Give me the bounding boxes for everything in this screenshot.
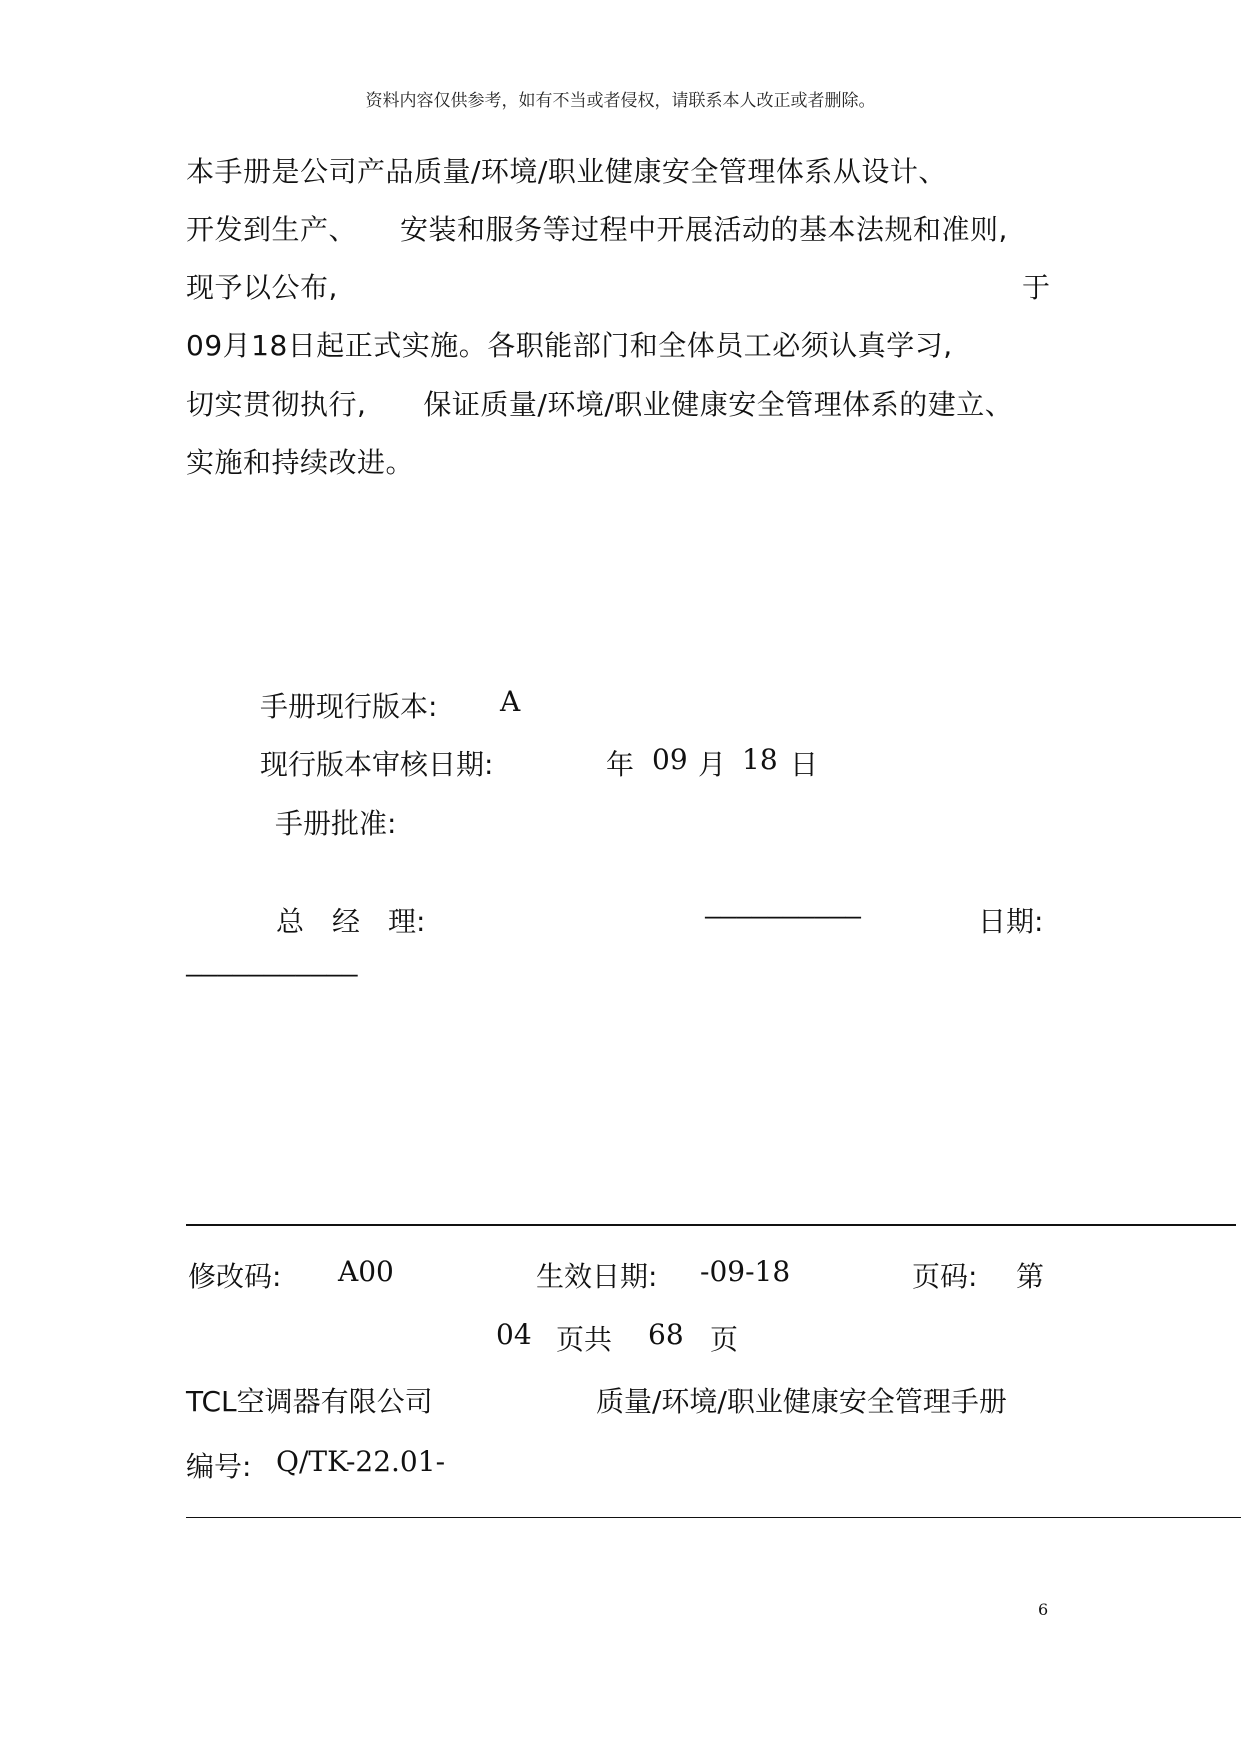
header-disclaimer: 资料内容仅供参考，如有不当或者侵权，请联系本人改正或者删除。 (365, 91, 876, 111)
paragraph-line-3a: 现予以公布, (186, 271, 338, 304)
page-label: 页码: (912, 1260, 978, 1293)
approval-label: 手册批准: (275, 807, 397, 840)
page-mid: 页共 (556, 1323, 613, 1356)
revision-label: 修改码: (188, 1260, 282, 1293)
manual-title: 质量/环境/职业健康安全管理手册 (596, 1385, 1007, 1418)
review-date-label: 现行版本审核日期: (260, 748, 494, 781)
version-label: 手册现行版本: (260, 690, 438, 723)
gm-signature-blank: —————————— (705, 902, 862, 932)
paragraph-line-3b: 于 (1022, 271, 1051, 304)
paragraph-line-4: 09月18日起正式实施。各职能部门和全体员工必须认真学习, (186, 329, 953, 362)
page-number: 6 (1038, 1600, 1049, 1619)
company-name: TCL空调器有限公司 (186, 1385, 433, 1418)
gm-date-label: 日期: (978, 905, 1044, 938)
paragraph-line-2: 开发到生产、 安装和服务等过程中开展活动的基本法规和准则, (186, 213, 1008, 246)
review-month-label: 月 (698, 748, 727, 781)
gm-date-blank: ——————————— (186, 960, 358, 990)
effective-date-label: 生效日期: (536, 1260, 658, 1293)
effective-date-value: -09-18 (700, 1255, 791, 1288)
review-month: 09 (652, 743, 688, 776)
paragraph-line-1: 本手册是公司产品质量/环境/职业健康安全管理体系从设计、 (186, 155, 947, 188)
version-value: A (500, 685, 521, 718)
review-day-label: 日 (790, 748, 819, 781)
gm-label: 总 经 理: (276, 905, 426, 938)
paragraph-line-5: 切实贯彻执行, 保证质量/环境/职业健康安全管理体系的建立、 (186, 388, 1014, 421)
review-day: 18 (742, 743, 778, 776)
page-total: 68 (648, 1318, 684, 1351)
paragraph-line-6: 实施和持续改进。 (186, 446, 415, 479)
footer-bottom-rule (186, 1517, 1241, 1518)
page-prefix: 第 (1016, 1260, 1045, 1293)
review-year-label: 年 (606, 748, 635, 781)
code-value: Q/TK-22.01- (276, 1445, 446, 1478)
code-label: 编号: (186, 1450, 252, 1483)
revision-value: A00 (338, 1255, 394, 1288)
page-suffix: 页 (710, 1323, 739, 1356)
page-current: 04 (496, 1318, 532, 1351)
footer-top-rule (186, 1224, 1236, 1226)
